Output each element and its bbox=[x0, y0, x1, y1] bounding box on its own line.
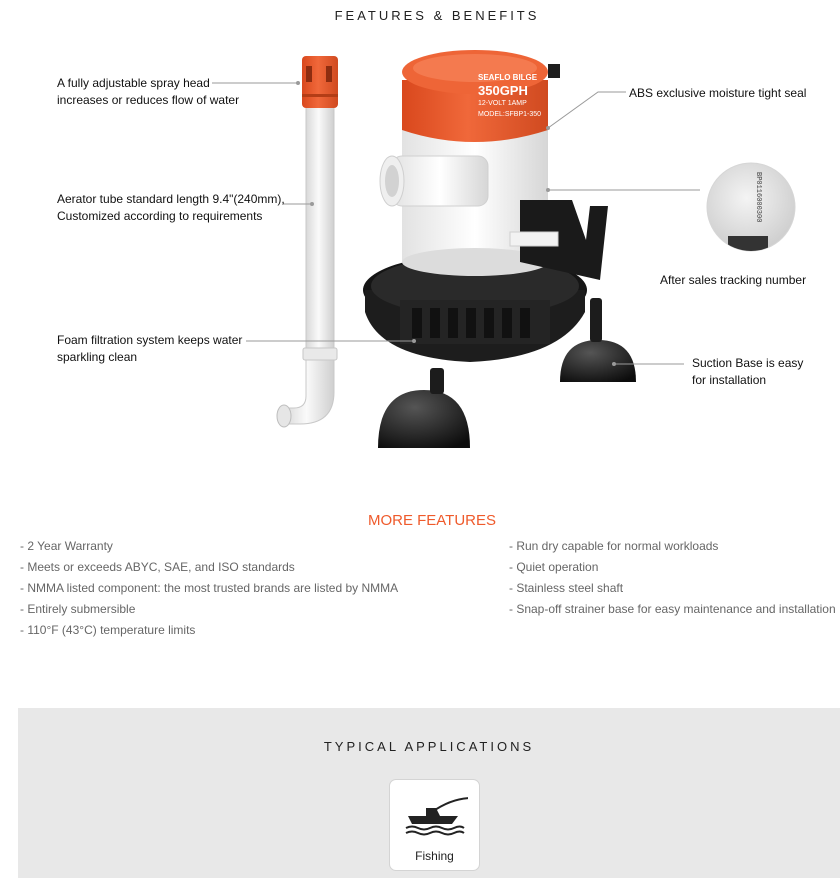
features-title: FEATURES & BENEFITS bbox=[334, 8, 540, 23]
feature-item: - 2 Year Warranty bbox=[20, 539, 113, 553]
spray-head bbox=[302, 56, 338, 108]
feature-item: - Snap-off strainer base for easy maintenance and installation bbox=[509, 602, 836, 616]
application-card-fishing[interactable] bbox=[389, 779, 480, 871]
callout-suction bbox=[692, 355, 803, 389]
callout-aerator bbox=[57, 191, 285, 225]
callout-foam bbox=[57, 332, 242, 366]
aerator-tube bbox=[277, 106, 337, 427]
feature-item: - Meets or exceeds ABYC, SAE, and ISO standards bbox=[20, 560, 295, 574]
feature-item: - Run dry capable for normal workloads bbox=[509, 539, 719, 553]
serial-text: BP0116000300 bbox=[754, 172, 762, 223]
feature-item: - NMMA listed component: the most trusted brands are listed by NMMA bbox=[20, 581, 399, 595]
callout-aerator-line1: Aerator tube standard length 9.4"(240mm), bbox=[57, 192, 285, 206]
more-features-left-list bbox=[20, 536, 398, 641]
callout-foam-line1: Foam filtration system keeps water bbox=[57, 333, 243, 347]
product-label bbox=[478, 72, 572, 120]
callout-foam-line2: sparkling clean bbox=[57, 350, 138, 364]
pump-outlet bbox=[380, 156, 488, 206]
product-model-size: 350GPH bbox=[478, 83, 528, 98]
fishing-boat-icon bbox=[402, 790, 468, 840]
callout-suction-line2: for installation bbox=[692, 373, 767, 387]
product-brand: SEAFLO BILGE bbox=[478, 73, 538, 82]
callout-suction-line1: Suction Base is easy bbox=[692, 356, 804, 370]
callout-spray-head-line1: A fully adjustable spray head bbox=[57, 76, 210, 90]
application-label: Fishing bbox=[415, 849, 454, 863]
product-spec: 12-VOLT 1AMP bbox=[478, 100, 527, 107]
feature-item: - Entirely submersible bbox=[20, 602, 136, 616]
callout-seal: ABS exclusive moisture tight seal bbox=[629, 86, 807, 100]
more-features-right-list bbox=[509, 536, 836, 620]
callout-spray-head-line2: increases or reduces flow of water bbox=[57, 93, 240, 107]
callout-spray-head bbox=[57, 75, 239, 109]
callout-aerator-line2: Customized according to requirements bbox=[57, 209, 263, 223]
serial-number bbox=[748, 172, 768, 236]
feature-item: - Quiet operation bbox=[509, 560, 599, 574]
product-model: MODEL:SFBP1-350 bbox=[478, 111, 542, 118]
callout-tracking: After sales tracking number bbox=[660, 273, 807, 287]
feature-item: - Stainless steel shaft bbox=[509, 581, 624, 595]
more-features-title: MORE FEATURES bbox=[367, 512, 497, 529]
applications-title: TYPICAL APPLICATIONS bbox=[323, 739, 535, 754]
feature-item: - 110°F (43°C) temperature limits bbox=[20, 623, 196, 637]
